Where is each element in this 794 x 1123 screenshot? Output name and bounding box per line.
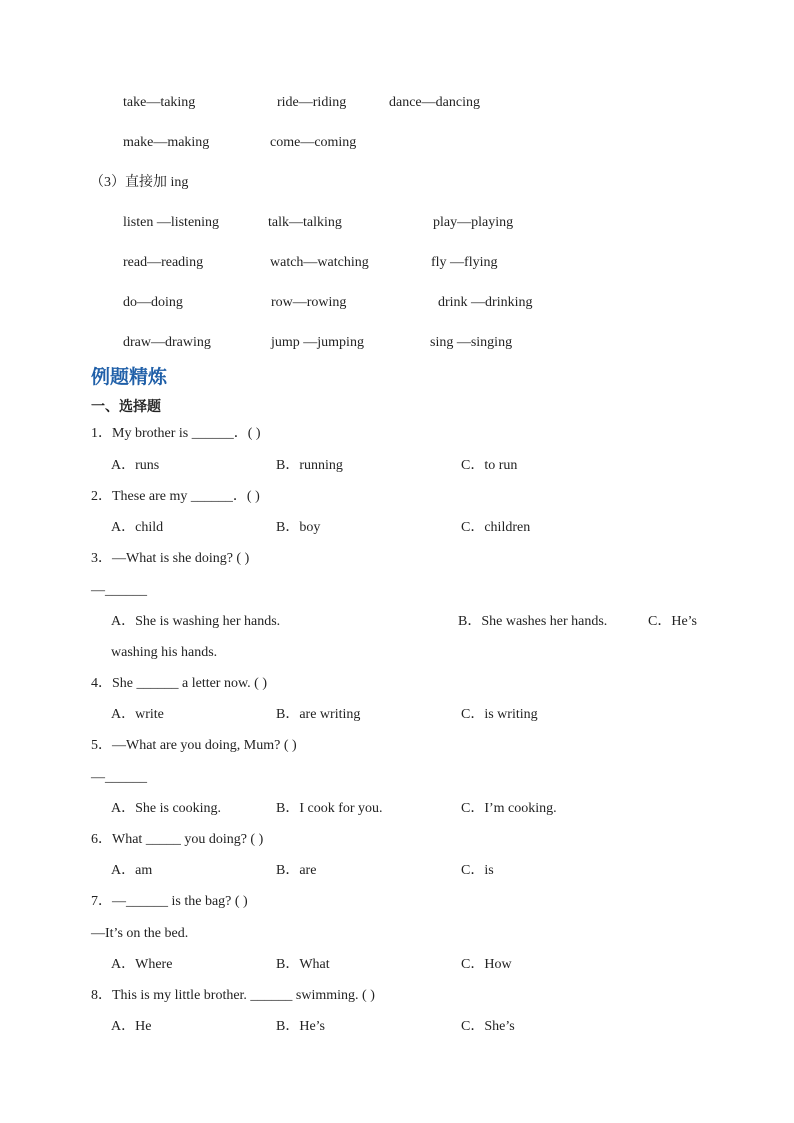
- answer-line: —______: [91, 770, 147, 785]
- rule-item: watch—watching: [270, 255, 369, 270]
- question-option: B．boy: [276, 520, 321, 535]
- rule-item: listen —listening: [123, 215, 220, 230]
- rule-item: sing —singing: [430, 335, 513, 350]
- question-option: A．runs: [111, 458, 160, 473]
- question-option: A．Where: [111, 957, 173, 972]
- rule-item: fly —flying: [431, 255, 498, 270]
- section-title: 例题精炼: [91, 366, 168, 388]
- rule-item: read—reading: [123, 255, 204, 270]
- question-option: C．is: [461, 863, 494, 878]
- question-option: B．What: [276, 957, 330, 972]
- rule-item: drink —drinking: [438, 295, 533, 310]
- question-option: C．How: [461, 957, 512, 972]
- question-option: B．are: [276, 863, 317, 878]
- question-stem: 7．—______ is the bag? ( ): [91, 894, 248, 909]
- question-option: B．are writing: [276, 707, 361, 722]
- section-subtitle: 一、选择题: [91, 399, 161, 415]
- rule-item: row—rowing: [271, 295, 347, 310]
- rule-item: draw—drawing: [123, 335, 211, 350]
- rule-item: take—taking: [123, 95, 196, 110]
- question-option: C．children: [461, 520, 531, 535]
- question-option: B．running: [276, 458, 343, 473]
- question-option: C．to run: [461, 458, 518, 473]
- rule-item: talk—talking: [268, 215, 342, 230]
- rule-heading: （3）直接加 ing: [90, 175, 189, 190]
- question-stem: 5．—What are you doing, Mum? ( ): [91, 738, 297, 753]
- answer-line: —______: [91, 583, 147, 598]
- question-option: A．am: [111, 863, 153, 878]
- question-option: B．She washes her hands.: [458, 614, 608, 629]
- rule-item: do—doing: [123, 295, 183, 310]
- answer-line: —It’s on the bed.: [91, 926, 189, 941]
- rule-item: play—playing: [433, 215, 514, 230]
- question-option: B．I cook for you.: [276, 801, 383, 816]
- rule-item: dance—dancing: [389, 95, 480, 110]
- question-stem: 8．This is my little brother. ______ swimming. ( ): [91, 988, 375, 1003]
- question-option: C．I’m cooking.: [461, 801, 557, 816]
- question-option: A．write: [111, 707, 164, 722]
- question-option: A．She is washing her hands.: [111, 614, 281, 629]
- question-stem: 2．These are my ______．( ): [91, 489, 260, 504]
- question-stem: 1．My brother is ______．( ): [91, 426, 261, 441]
- option-continuation: washing his hands.: [111, 645, 218, 660]
- question-option: A．She is cooking.: [111, 801, 222, 816]
- question-option: B．He’s: [276, 1019, 325, 1034]
- question-option: A．He: [111, 1019, 152, 1034]
- rule-item: ride—riding: [277, 95, 347, 110]
- question-option: A．child: [111, 520, 164, 535]
- rule-item: make—making: [123, 135, 210, 150]
- question-stem: 3．—What is she doing? ( ): [91, 551, 250, 566]
- question-option: C．She’s: [461, 1019, 515, 1034]
- rule-item: jump —jumping: [271, 335, 364, 350]
- rule-item: come—coming: [270, 135, 357, 150]
- question-option: C．He’s: [648, 614, 697, 629]
- question-option: C．is writing: [461, 707, 538, 722]
- question-stem: 4．She ______ a letter now. ( ): [91, 676, 267, 691]
- question-stem: 6．What _____ you doing? ( ): [91, 832, 264, 847]
